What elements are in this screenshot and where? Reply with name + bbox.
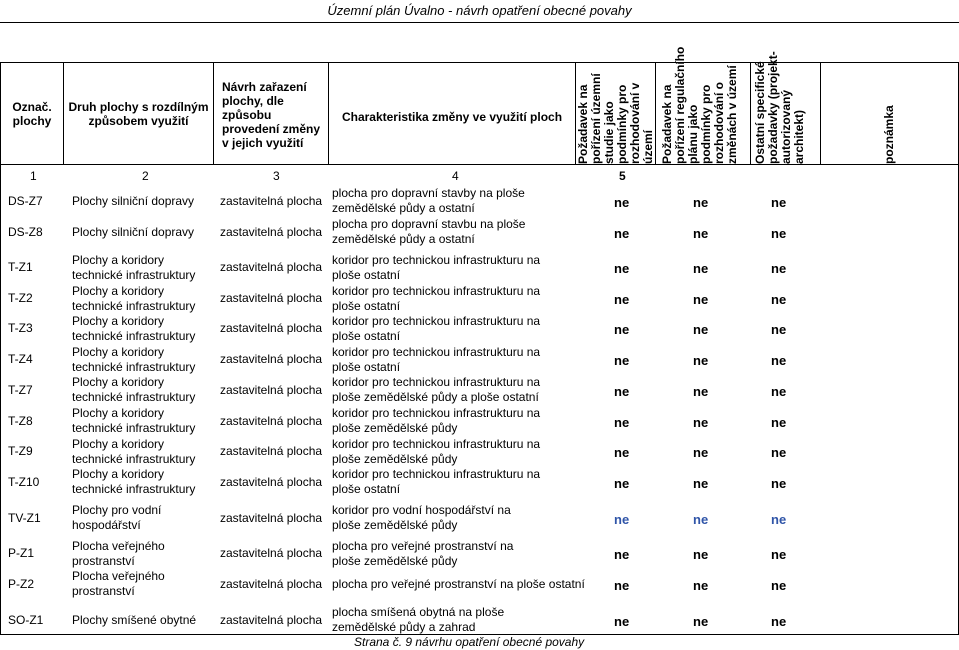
row-ne: ne: [693, 195, 709, 210]
row-ne: ne: [614, 195, 630, 210]
col-divider: [63, 62, 64, 164]
col-divider: [655, 62, 656, 164]
row-zast: zastavitelná plocha: [220, 291, 323, 305]
row-ne: ne: [614, 445, 630, 460]
row-zast: zastavitelná plocha: [220, 383, 323, 397]
row-ne: ne: [693, 512, 709, 527]
col-divider: [328, 62, 329, 164]
col-header-charakteristika: Charakteristika změny ve využití ploch: [341, 110, 563, 124]
row-ne: ne: [771, 226, 787, 241]
page-footer: Strana č. 9 návrhu opatření obecné povahy: [354, 635, 585, 649]
header-line: pořízení územní: [589, 73, 603, 164]
row-ne: ne: [693, 261, 709, 276]
row-code: T-Z1: [8, 260, 33, 274]
row-desc: plocha pro veřejné prostranství na ploše zemědělské půdy: [332, 539, 514, 568]
col-header-navrh: Návrh zařazení plochy, dle způsobu provedení změny v jejich využití: [222, 80, 321, 150]
row-desc: koridor pro technickou infrastrukturu na ploše ostatní: [332, 253, 541, 282]
row-desc: koridor pro technickou infrastrukturu na ploše zemědělské půdy a ploše ostatní: [332, 375, 541, 404]
row-desc: plocha smíšená obytná na ploše zemědělské půdy a zahrad: [332, 605, 505, 634]
row-code: P-Z1: [8, 546, 35, 560]
col-header-oznac: Označ. plochy: [12, 100, 52, 128]
row-code: T-Z4: [8, 352, 33, 366]
table-top-border: [0, 62, 959, 63]
col-number: 5: [619, 169, 626, 183]
row-zast: zastavitelná plocha: [220, 444, 323, 458]
row-ne: ne: [693, 445, 709, 460]
row-ne: ne: [614, 512, 630, 527]
row-kind: Plochy a koridory technické infrastruktury: [72, 375, 196, 404]
row-ne: ne: [693, 415, 709, 430]
row-desc: plocha pro dopravní stavby na ploše zemědělské půdy a ostatní: [332, 186, 525, 215]
header-line: území: [641, 129, 655, 164]
row-ne: ne: [693, 292, 709, 307]
row-desc: koridor pro vodní hospodářství na ploše zemědělské půdy: [332, 503, 511, 532]
row-zast: zastavitelná plocha: [220, 260, 323, 274]
row-ne: ne: [771, 195, 787, 210]
row-zast: zastavitelná plocha: [220, 546, 323, 560]
col-number: 3: [273, 169, 280, 183]
row-desc: koridor pro technickou infrastrukturu na ploše ostatní: [332, 345, 541, 374]
row-ne: ne: [614, 353, 630, 368]
header-line: Požadavek na: [576, 84, 590, 164]
header-line: poznámka: [882, 105, 896, 164]
header-line: plánu jako: [686, 104, 700, 164]
row-ne: ne: [614, 226, 630, 241]
row-code: P-Z2: [8, 577, 35, 591]
col-header-ostatni: [754, 51, 806, 164]
header-line: změnách v území: [725, 65, 739, 164]
row-ne: ne: [693, 384, 709, 399]
row-desc: koridor pro technickou infrastrukturu na ploše ostatní: [332, 314, 541, 343]
row-ne: ne: [771, 614, 787, 629]
header-line: podmínky pro: [699, 84, 713, 164]
header-bottom-border: [0, 164, 959, 165]
row-ne: ne: [614, 476, 630, 491]
row-desc: koridor pro technickou infrastrukturu na ploše ostatní: [332, 467, 541, 496]
row-ne: ne: [614, 547, 630, 562]
row-code: T-Z2: [8, 291, 33, 305]
row-zast: zastavitelná plocha: [220, 194, 323, 208]
row-ne: ne: [771, 512, 787, 527]
col-header-druh: Druh plochy s rozdílným způsobem využití: [68, 100, 209, 128]
row-ne: ne: [693, 353, 709, 368]
col-number: 4: [452, 169, 459, 183]
row-desc: plocha pro veřejné prostranství na ploše ostatní: [332, 577, 585, 591]
row-ne: ne: [771, 292, 787, 307]
row-code: T-Z8: [8, 414, 33, 428]
header-line: podmínky pro: [615, 84, 629, 164]
row-ne: ne: [614, 384, 630, 399]
header-line: architekt): [792, 109, 806, 164]
row-kind: Plochy pro vodní hospodářství: [72, 503, 162, 532]
row-desc: koridor pro technickou infrastrukturu na ploše zemědělské půdy: [332, 406, 541, 435]
header-line: rozhodování v: [628, 82, 642, 164]
header-line: studie jako: [602, 101, 616, 164]
row-kind: Plocha veřejného prostranství: [72, 569, 165, 598]
row-zast: zastavitelná plocha: [220, 225, 323, 239]
row-ne: ne: [771, 322, 787, 337]
row-ne: ne: [771, 578, 787, 593]
row-kind: Plochy smíšené obytné: [72, 613, 197, 627]
row-kind: Plochy a koridory technické infrastruktury: [72, 406, 196, 435]
row-ne: ne: [771, 384, 787, 399]
row-kind: Plocha veřejného prostranství: [72, 539, 165, 568]
row-code: SO-Z1: [8, 613, 44, 627]
col-divider: [213, 62, 214, 164]
row-kind: Plochy a koridory technické infrastruktury: [72, 253, 196, 282]
row-ne: ne: [693, 322, 709, 337]
col-number: 1: [30, 169, 37, 183]
row-ne: ne: [614, 322, 630, 337]
table-left-border: [0, 62, 1, 634]
row-zast: zastavitelná plocha: [220, 321, 323, 335]
row-kind: Plochy a koridory technické infrastruktury: [72, 314, 196, 343]
col-header-regulacni-plan: [661, 47, 739, 164]
row-ne: ne: [693, 547, 709, 562]
row-kind: Plochy a koridory technické infrastruktury: [72, 284, 196, 313]
row-ne: ne: [693, 614, 709, 629]
row-desc: koridor pro technickou infrastrukturu na ploše ostatní: [332, 284, 541, 313]
header-line: Požadavek na: [660, 84, 674, 164]
header-rule: [0, 22, 959, 23]
row-code: T-Z9: [8, 444, 33, 458]
row-ne: ne: [614, 261, 630, 276]
row-zast: zastavitelná plocha: [220, 352, 323, 366]
row-kind: Plochy silniční dopravy: [72, 194, 195, 208]
header-line: autorizovaný: [779, 89, 793, 164]
header-line: pořízení regulačního: [673, 46, 687, 164]
header-line: požadavky (projekt-: [766, 51, 780, 164]
col-header-poznamka: [883, 105, 896, 164]
row-ne: ne: [693, 578, 709, 593]
col-divider: [820, 62, 821, 164]
row-kind: Plochy a koridory technické infrastruktury: [72, 345, 196, 374]
row-ne: ne: [614, 415, 630, 430]
row-ne: ne: [771, 445, 787, 460]
header-line: rozhodování o: [712, 82, 726, 164]
row-zast: zastavitelná plocha: [220, 577, 323, 591]
row-ne: ne: [693, 476, 709, 491]
row-zast: zastavitelná plocha: [220, 613, 323, 627]
row-desc: plocha pro dopravní stavbu na ploše zemědělské půdy a ostatní: [332, 217, 526, 246]
row-ne: ne: [771, 353, 787, 368]
row-ne: ne: [771, 261, 787, 276]
row-zast: zastavitelná plocha: [220, 511, 323, 525]
header-line: Ostatní specifické: [753, 61, 767, 164]
row-zast: zastavitelná plocha: [220, 475, 323, 489]
row-code: TV-Z1: [8, 511, 41, 525]
row-code: DS-Z7: [8, 194, 43, 208]
row-ne: ne: [771, 547, 787, 562]
row-ne: ne: [614, 614, 630, 629]
row-code: T-Z3: [8, 321, 33, 335]
row-ne: ne: [693, 226, 709, 241]
row-kind: Plochy a koridory technické infrastruktury: [72, 437, 196, 466]
row-ne: ne: [771, 415, 787, 430]
row-zast: zastavitelná plocha: [220, 414, 323, 428]
col-header-uzemni-studie: [577, 73, 655, 164]
row-code: DS-Z8: [8, 225, 43, 239]
row-desc: koridor pro technickou infrastrukturu na ploše zemědělské půdy: [332, 437, 541, 466]
document-header: Územní plán Úvalno - návrh opatření obecné povahy: [327, 3, 632, 18]
row-ne: ne: [614, 578, 630, 593]
row-code: T-Z7: [8, 383, 33, 397]
row-ne: ne: [614, 292, 630, 307]
row-code: T-Z10: [8, 475, 40, 489]
col-divider: [750, 62, 751, 164]
row-ne: ne: [771, 476, 787, 491]
row-kind: Plochy silniční dopravy: [72, 225, 195, 239]
row-kind: Plochy a koridory technické infrastruktury: [72, 467, 196, 496]
col-number: 2: [142, 169, 149, 183]
